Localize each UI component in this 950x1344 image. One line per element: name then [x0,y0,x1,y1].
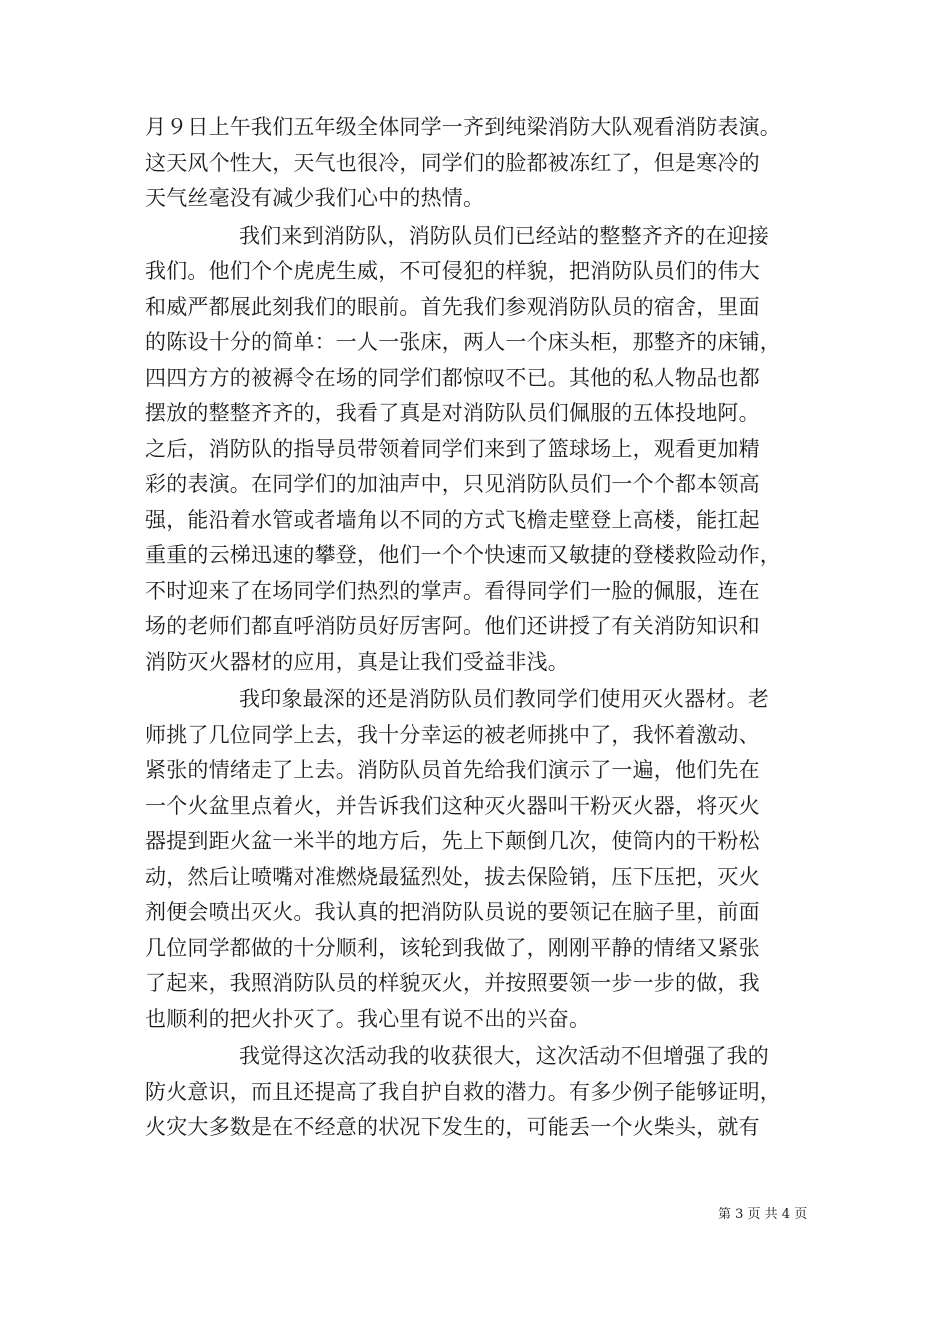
text-line: 了起来，我照消防队员的样貌灭火，并按照要领一步一步的做，我 [145,971,760,995]
text-line: 的陈设十分的简单：一人一张床，两人一个床头柜，那整齐的床铺， [145,330,781,354]
text-line: 紧张的情绪走了上去。消防队员首先给我们演示了一遍，他们先在 [145,758,760,782]
paragraph-first-line: 我觉得这次活动我的收获很大，这次活动不但增强了我的 [239,1044,769,1068]
text-line: 防火意识，而且还提高了我自护自救的潜力。有多少例子能够证明， [145,1079,781,1104]
paragraph-first-line: 我们来到消防队，消防队员们已经站的整整齐齐的在迎接 [239,223,769,248]
text-line: 师挑了几位同学上去，我十分幸运的被老师挑中了，我怀着激动、 [145,722,760,747]
text-line: 重重的云梯迅速的攀登，他们一个个快速而又敏捷的登楼救险动作， [145,543,781,567]
text-line: 我们。他们个个虎虎生威，不可侵犯的样貌，把消防队员们的伟大 [145,259,760,283]
text-line: 不时迎来了在场同学们热烈的掌声。看得同学们一脸的佩服，连在 [145,578,760,603]
paragraph-first-line: 我印象最深的还是消防队员们教同学们使用灭火器材。老 [239,687,769,711]
text-line: 几位同学都做的十分顺利，该轮到我做了，刚刚平静的情绪又紧张 [145,935,760,960]
text-line: 场的老师们都直呼消防员好厉害阿。他们还讲授了有关消防知识和 [145,614,760,638]
text-line: 之后，消防队的指导员带领着同学们来到了篮球场上，观看更加精 [145,436,760,461]
text-line: 强，能沿着水管或者墙角以不同的方式飞檐走壁登上高楼，能扛起 [145,507,760,532]
text-line: 也顺利的把火扑灭了。我心里有说不出的兴奋。 [145,1006,591,1031]
body-text [145,110,810,1146]
text-line: 一个火盆里点着火，并告诉我们这种灭火器叫干粉灭火器，将灭火 [145,793,760,818]
text-line: 器提到距火盆一米半的地方后，先上下颠倒几次，使筒内的干粉松 [145,829,760,853]
text-line: 彩的表演。在同学们的加油声中，只见消防队员们一个个都本领高 [145,472,760,496]
text-line: 消防灭火器材的应用，真是让我们受益非浅。 [145,649,569,674]
text-line: 天气丝毫没有减少我们心中的热情。 [145,186,485,210]
text-line: 和威严都展此刻我们的眼前。首先我们参观消防队员的宿舍，里面 [145,294,760,319]
text-line: 月９日上午我们五年级全体同学一齐到纯梁消防大队观看消防表演。 [145,115,781,139]
text-line: 火灾大多数是在不经意的状况下发生的，可能丢一个火柴头，就有 [145,1115,760,1139]
text-line: 四四方方的被褥令在场的同学们都惊叹不已。其他的私人物品也都 [145,365,760,390]
text-line: 摆放的整整齐齐的，我看了真是对消防队员们佩服的五体投地阿。 [145,401,760,425]
page-number-footer: 第 3 页 共 4 页 [718,1207,808,1222]
text-line: 这天风个性大，天气也很冷，同学们的脸都被冻红了，但是寒冷的 [145,150,760,175]
text-line: 动，然后让喷嘴对准燃烧最猛烈处，拔去保险销，压下压把，灭火 [145,864,760,889]
text-line: 剂便会喷出灭火。我认真的把消防队员说的要领记在脑子里，前面 [145,900,760,924]
